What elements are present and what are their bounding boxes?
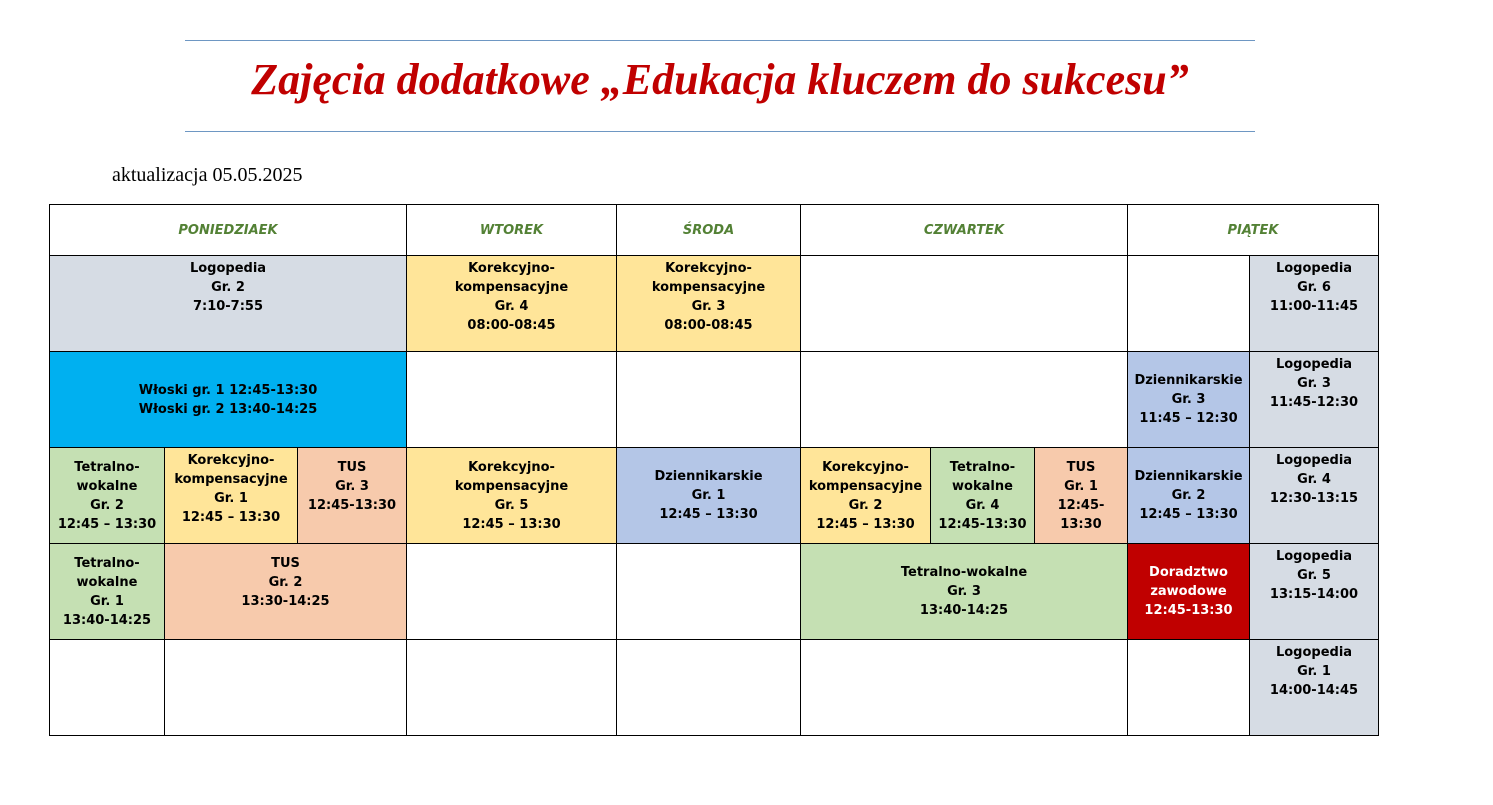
cell-tetralno-gr3 <box>801 544 1128 640</box>
cell-empty <box>617 544 801 640</box>
update-date: aktualizacja 05.05.2025 <box>112 164 303 186</box>
cell-text: Korekcyjno- kompensacyjne Gr. 1 12:45 – 13:30 <box>174 453 288 525</box>
cell-empty <box>801 352 1128 448</box>
cell-text: TUS Gr. 3 12:45-13:30 <box>307 460 397 513</box>
schedule-row-2 <box>50 352 1379 448</box>
schedule-row-1 <box>50 256 1379 352</box>
cell-dziennikarskie-gr2 <box>1128 448 1250 544</box>
cell-logopedia-gr6 <box>1250 256 1379 352</box>
cell-empty <box>801 640 1128 736</box>
cell-text: TUS Gr. 1 12:45- 13:30 <box>1057 459 1105 532</box>
cell-text: Tetralno-wokalne Gr. 3 13:40-14:25 <box>900 565 1028 618</box>
day-header-friday: PIĄTEK <box>1128 205 1379 256</box>
cell-text: Włoski gr. 1 12:45-13:30 Włoski gr. 2 13:40-14:25 <box>138 382 318 417</box>
header-rule-top <box>185 40 1255 41</box>
cell-empty <box>50 640 165 736</box>
cell-empty <box>801 256 1128 352</box>
cell-empty <box>1128 640 1250 736</box>
cell-empty <box>407 352 617 448</box>
cell-text: Dziennikarskie Gr. 1 12:45 – 13:30 <box>654 469 763 522</box>
day-header-tuesday: WTOREK <box>407 205 617 256</box>
cell-text: Dziennikarskie Gr. 3 11:45 – 12:30 <box>1134 373 1243 426</box>
cell-dziennikarskie-gr1 <box>617 448 801 544</box>
cell-empty <box>617 640 801 736</box>
schedule-row-3 <box>50 448 1379 544</box>
cell-text: Tetralno- wokalne Gr. 2 12:45 – 13:30 <box>57 459 157 532</box>
cell-empty <box>407 640 617 736</box>
cell-wloski <box>50 352 407 448</box>
cell-korekcyjno-gr3 <box>617 256 801 352</box>
cell-tus-gr3 <box>298 448 407 544</box>
cell-text: Korekcyjno- kompensacyjne Gr. 4 08:00-08:45 <box>454 261 569 333</box>
cell-tus-gr2 <box>165 544 407 640</box>
cell-tetralno-gr1 <box>50 544 165 640</box>
schedule-table <box>49 204 1379 736</box>
day-header-monday: PONIEDZIAEK <box>50 205 407 256</box>
cell-text: Logopedia Gr. 6 11:00-11:45 <box>1269 261 1359 314</box>
cell-text: Korekcyjno- kompensacyjne Gr. 3 08:00-08:45 <box>651 261 766 333</box>
cell-text: Korekcyjno- kompensacyjne Gr. 5 12:45 – 13:30 <box>454 459 569 532</box>
cell-tetralno-gr4 <box>931 448 1035 544</box>
cell-logopedia-gr3 <box>1250 352 1379 448</box>
cell-logopedia-gr2 <box>50 256 407 352</box>
schedule-row-4 <box>50 544 1379 640</box>
cell-doradztwo-zawodowe <box>1128 544 1250 640</box>
cell-text: Tetralno- wokalne Gr. 4 12:45-13:30 <box>938 459 1027 532</box>
cell-text: Logopedia Gr. 1 14:00-14:45 <box>1269 645 1359 698</box>
cell-empty <box>407 544 617 640</box>
day-header-thursday: CZWARTEK <box>801 205 1128 256</box>
cell-korekcyjno-gr4 <box>407 256 617 352</box>
cell-logopedia-gr5 <box>1250 544 1379 640</box>
cell-empty <box>617 352 801 448</box>
cell-dziennikarskie-gr3 <box>1128 352 1250 448</box>
cell-korekcyjno-gr5 <box>407 448 617 544</box>
day-header-wednesday: ŚRODA <box>617 205 801 256</box>
cell-text: Korekcyjno- kompensacyjne Gr. 2 12:45 – 13:30 <box>808 459 923 532</box>
cell-korekcyjno-gr1 <box>165 448 298 544</box>
cell-korekcyjno-gr2 <box>801 448 931 544</box>
cell-tus-gr1 <box>1035 448 1128 544</box>
cell-empty <box>1128 256 1250 352</box>
header-row <box>50 205 1379 256</box>
schedule-row-5 <box>50 640 1379 736</box>
cell-text: Logopedia Gr. 5 13:15-14:00 <box>1269 549 1359 602</box>
cell-text: Logopedia Gr. 4 12:30-13:15 <box>1269 453 1359 506</box>
cell-logopedia-gr1 <box>1250 640 1379 736</box>
cell-logopedia-gr4 <box>1250 448 1379 544</box>
cell-text: Dziennikarskie Gr. 2 12:45 – 13:30 <box>1134 469 1243 522</box>
cell-tetralno-gr2 <box>50 448 165 544</box>
page-title: Zajęcia dodatkowe „Edukacja kluczem do sukcesu” <box>251 55 1189 104</box>
cell-text: TUS Gr. 2 13:30-14:25 <box>241 556 330 609</box>
cell-text: Logopedia Gr. 3 11:45-12:30 <box>1269 357 1359 410</box>
cell-empty <box>165 640 407 736</box>
cell-text: Tetralno- wokalne Gr. 1 13:40-14:25 <box>62 555 152 628</box>
cell-text: Logopedia Gr. 2 7:10-7:55 <box>189 261 267 314</box>
cell-text: Doradztwo zawodowe 12:45-13:30 <box>1144 565 1233 618</box>
header-rule-bottom <box>185 131 1255 132</box>
